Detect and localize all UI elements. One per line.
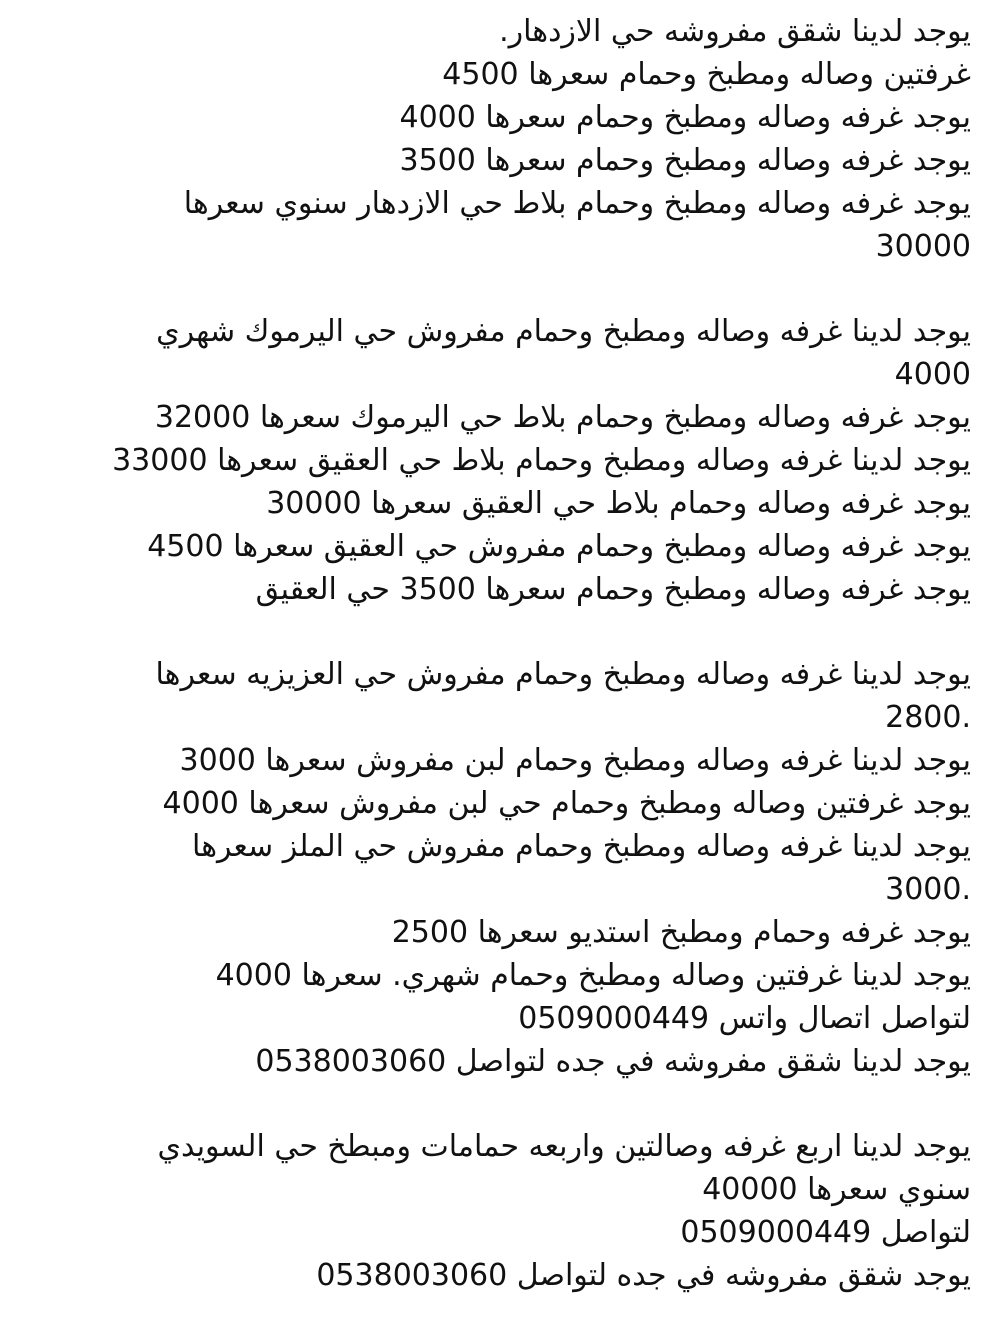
text-line: يوجد غرفتين وصاله ومطبخ وحمام حي لبن مفروش سعرها 4000: [162, 786, 971, 821]
text-line: يوجد غرفه وصاله ومطبخ وحمام سعرها 3500: [399, 143, 971, 178]
text-line: يوجد لدينا شقق مفروشه في جده لتواصل 0538003060: [255, 1044, 971, 1079]
text-line: يوجد غرفه وصاله ومطبخ وحمام بلاط حي اليرموك سعرها 32000: [154, 400, 971, 435]
text-line: يوجد غرفه وحمام ومطبخ استديو سعرها 2500: [391, 915, 971, 950]
text-line: يوجد لدينا غرفه وصاله ومطبخ وحمام مفروش حي اليرموك شهري: [156, 314, 971, 349]
text-line: يوجد غرفه وصاله ومطبخ وحمام بلاط حي الازدهار سنوي سعرها: [183, 186, 971, 221]
text-line: يوجد غرفه وصاله ومطبخ وحمام سعرها 3500 حي العقيق: [255, 572, 971, 607]
paragraph-gap: [24, 1083, 971, 1125]
text-line: 2800.: [885, 700, 971, 735]
paragraph-gap: [24, 268, 971, 310]
text-line: لتواصل اتصال واتس 0509000449: [518, 1001, 971, 1036]
text-line: يوجد لدينا غرفه وصاله ومطبخ وحمام بلاط حي العقيق سعرها 33000: [112, 443, 971, 478]
text-line: سنوي سعرها 40000: [702, 1172, 971, 1207]
text-line: يوجد لدينا شقق مفروشه حي الازدهار.: [499, 14, 971, 49]
text-line: يوجد لدينا غرفتين وصاله ومطبخ وحمام شهري. سعرها 4000: [215, 958, 971, 993]
text-line: 3000.: [885, 872, 971, 907]
text-line: 30000: [875, 229, 971, 264]
text-line: غرفتين وصاله ومطبخ وحمام سعرها 4500: [442, 57, 971, 92]
paragraph-gap: [24, 611, 971, 653]
text-line: يوجد غرفه وصاله ومطبخ وحمام سعرها 4000: [399, 100, 971, 135]
text-line: 4000: [894, 357, 971, 392]
text-line: يوجد شقق مفروشه في جده لتواصل 0538003060: [316, 1258, 971, 1293]
text-line: يوجد لدينا غرفه وصاله ومطبخ وحمام مفروش حي العزيزيه سعرها: [155, 657, 971, 692]
text-line: يوجد لدينا اربع غرفه وصالتين واربعه حمامات ومبطخ حي السويدي: [157, 1129, 971, 1164]
text-line: يوجد لدينا غرفه وصاله ومطبخ وحمام لبن مفروش سعرها 3000: [179, 743, 971, 778]
text-line: يوجد لدينا غرفه وصاله ومطبخ وحمام مفروش حي الملز سعرها: [192, 829, 971, 864]
text-line: لتواصل 0509000449: [680, 1215, 971, 1250]
text-line: يوجد غرفه وصاله وحمام بلاط حي العقيق سعرها 30000: [266, 486, 971, 521]
text-line: يوجد غرفه وصاله ومطبخ وحمام مفروش حي العقيق سعرها 4500: [147, 529, 971, 564]
